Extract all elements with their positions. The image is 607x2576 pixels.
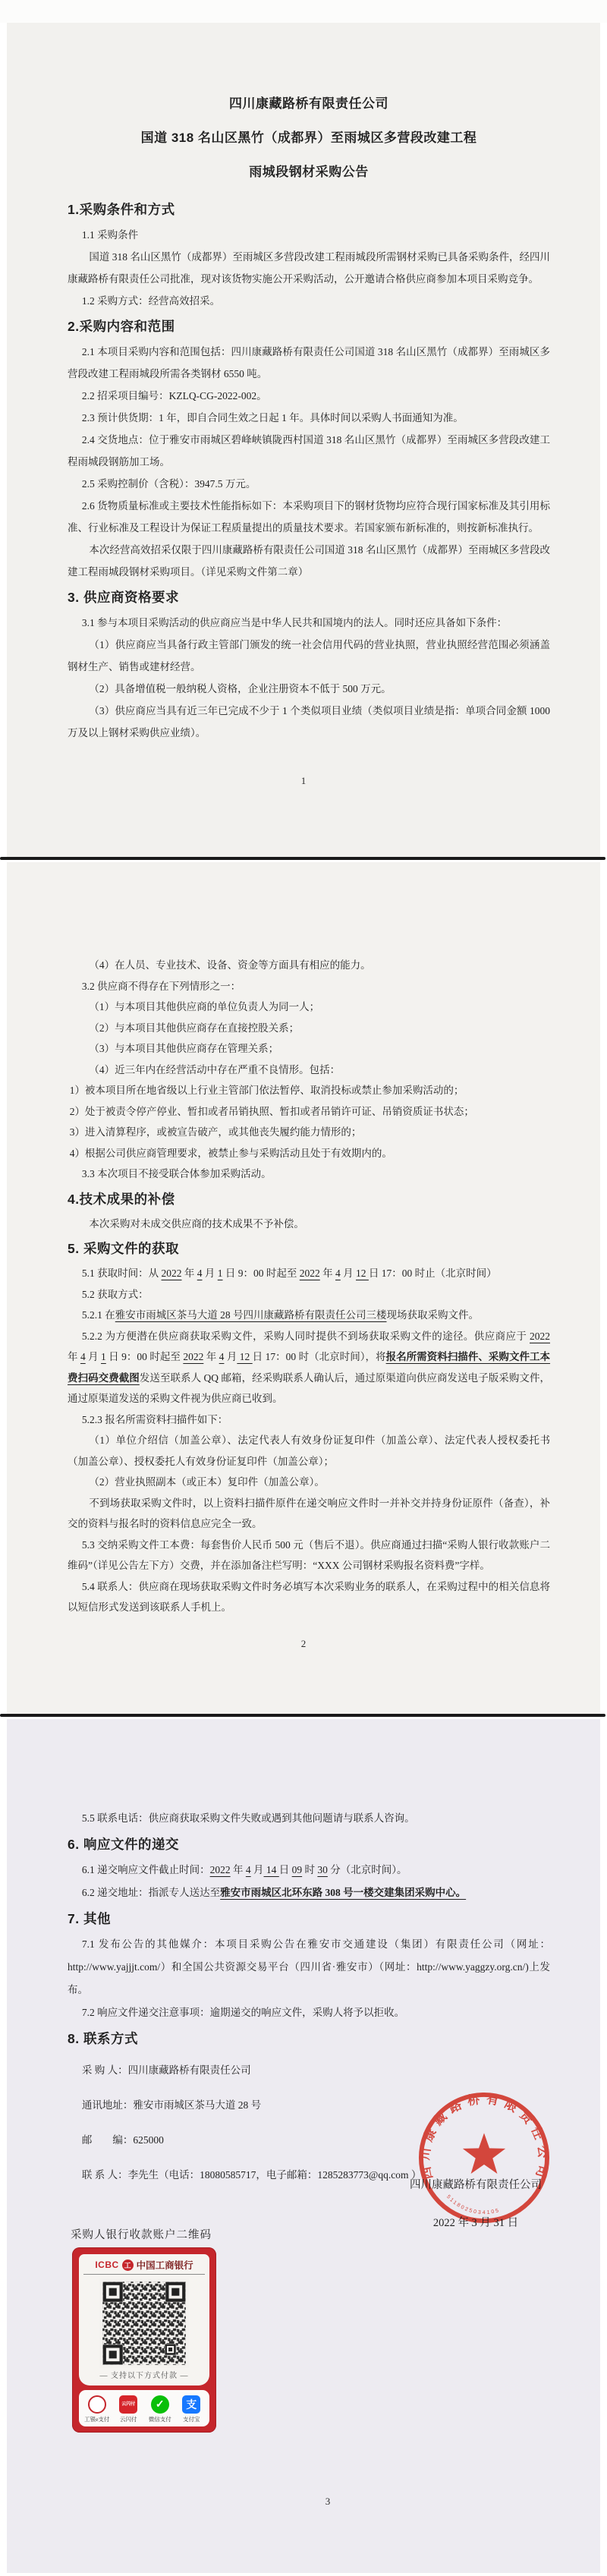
- payment-hint: — 支持以下方式付款 —: [99, 2372, 189, 2380]
- text-span: 5.2.1 在: [81, 1309, 115, 1321]
- section-heading-4: 4.技术成果的补偿: [68, 1191, 175, 1207]
- paragraph-5-2-3-item-1: （1）单位介绍信（加盖公章）、法定代表人有效身份证复印件（加盖公章）、法定代表人授权委托书（加盖公章）、授权委托人有效身份证复印件（加盖公章）；: [68, 1434, 550, 1467]
- underlined-year: 2022: [183, 1351, 204, 1362]
- paragraph-2-5: 2.5 采购控制价（含税）：3947.5 万元。: [81, 478, 256, 490]
- underlined-minute: 30: [317, 1864, 328, 1875]
- text-span: 月: [85, 1351, 102, 1362]
- paragraph-2-6: 2.6 货物质量标准或主要技术性能指标如下：本采购项目下的钢材货物均应符合现行国家标准及其引用标准、行业标准及工程设计为保证工程质量提出的质量技术要求。若国家颁布新标准的，则按新标准执行。: [68, 500, 550, 534]
- paragraph-4-body: 本次采购对未成交供应商的技术成果不予补偿。: [89, 1217, 304, 1230]
- text-span: 日: [278, 1864, 292, 1875]
- text-span: 时: [302, 1864, 318, 1875]
- section-heading-1: 1.采购条件和方式: [68, 202, 175, 217]
- page-number-1: 1: [300, 775, 307, 786]
- section-heading-2: 2.采购内容和范围: [68, 319, 175, 334]
- qr-code: [99, 2278, 189, 2368]
- text-span: 现场获取采购文件。: [386, 1309, 480, 1321]
- qr-card-top-panel: [79, 2254, 209, 2385]
- contact-address: 通讯地址：雅安市雨城区茶马大道 28 号: [81, 2099, 262, 2111]
- qr-finder-top-right: [165, 2282, 186, 2302]
- unionpay-icon: [119, 2395, 137, 2414]
- alipay-icon: [182, 2395, 200, 2414]
- page-divider: [0, 857, 605, 860]
- paragraph-3-2-item-3: （3）与本项目其他供应商存在管理关系；: [89, 1043, 279, 1054]
- underlined-month: 4: [219, 1351, 225, 1362]
- qr-finder-top-left: [102, 2282, 123, 2302]
- icbc-logo-icon: [122, 2260, 134, 2271]
- text-span: 6.2 递交地址：指派专人送达至: [81, 1887, 221, 1898]
- text-span: 年: [181, 1268, 197, 1279]
- section-heading-6: 6. 响应文件的递交: [68, 1837, 179, 1852]
- paragraph-1-1: 1.1 采购条件: [81, 229, 139, 241]
- underlined-year: 2022: [209, 1864, 231, 1875]
- contact-postcode: 邮 编：625000: [81, 2134, 164, 2146]
- text-span: 5.1 获取时间：从: [81, 1268, 162, 1279]
- paragraph-5-2: 5.2 获取方式：: [81, 1288, 149, 1300]
- paragraph-5-2-3-item-2: （2）营业执照副本（或正本）复印件（加盖公章）。: [89, 1476, 325, 1488]
- text-span: 年: [203, 1351, 219, 1362]
- doc-title-line-3: 雨城段钢材采购公告: [249, 165, 369, 179]
- text-span: 月: [202, 1268, 218, 1279]
- bank-name-cn: 中国工商银行: [136, 2260, 193, 2271]
- paragraph-3-1-item-2: （2）具备增值税一般纳税人资格，企业注册资本不低于 500 万元。: [89, 683, 392, 694]
- text-span: 月: [224, 1351, 237, 1362]
- text-span: 日 17：00 时止（北京时间）: [368, 1268, 497, 1279]
- underlined-day: 1: [217, 1268, 223, 1279]
- section-heading-5: 5. 采购文件的获取: [68, 1241, 179, 1256]
- bold-underlined-address: 雅安市雨城区北环东路 308 号一楼交建集团采购中心。: [220, 1887, 467, 1898]
- payment-label: 支付宝: [183, 2416, 200, 2423]
- underlined-month: 4: [80, 1351, 86, 1362]
- text-span: 分（北京时间）。: [327, 1864, 407, 1875]
- paragraph-conditions: 国道 318 名山区黑竹（成都界）至雨城区多营段改建工程雨城段所需钢材采购已具备采购条件，经四川康藏路桥有限责任公司批准，现对该货物实施公开采购活动，公开邀请合格供应商参加本项目采购竞争。: [68, 251, 550, 285]
- paragraph-3-2-item-4: （4）近三年内在经营活动中存在严重不良情形。包括：: [89, 1063, 341, 1075]
- payment-label: 工银e支付: [84, 2416, 110, 2423]
- qr-alignment-mark: [165, 2344, 176, 2355]
- payment-method: [113, 2395, 145, 2423]
- text-span: 日 9：00 时起至: [105, 1351, 184, 1362]
- paragraph-5-2-2: [68, 1326, 550, 1409]
- text-span: 日 17：00 时（北京时间），将: [252, 1351, 386, 1362]
- paragraph-3-2-item-1: （1）与本项目其他供应商的单位负责人为同一人；: [89, 1001, 320, 1012]
- doc-title-line-2: 国道 318 名山区黑竹（成都界）至雨城区多营段改建工程: [140, 131, 477, 145]
- underlined-month: 4: [197, 1268, 203, 1279]
- signature-block: [362, 2174, 590, 2234]
- text-span: 年: [68, 1351, 80, 1362]
- payment-label: 微信支付: [148, 2416, 171, 2423]
- paragraph-5-2-3: 5.2.3 报名所需资料扫描件如下：: [81, 1413, 228, 1425]
- paragraph-3-1-item-3: （3）供应商应当具有近三年已完成不少于 1 个类似项目业绩（类似项目业绩是指：单项合同金额 1000 万及以上钢材采购供应业绩）。: [68, 705, 550, 738]
- bank-qr-card: [72, 2247, 216, 2433]
- paragraph-1-2: 1.2 采购方式：经营高效招采。: [81, 295, 221, 307]
- paragraph-2-3: 2.3 预计供货期：1 年，即自合同生效之日起 1 年。具体时间以采购人书面通知为准。: [81, 412, 464, 424]
- paragraph-badcase-1: 1）被本项目所在地省级以上行业主管部门依法暂停、取消投标或禁止参加采购活动的；: [69, 1085, 464, 1096]
- underlined-month: 4: [335, 1268, 341, 1279]
- paragraph-5-2-3-note: 不到场获取采购文件时，以上资料扫描件原件在递交响应文件时一并补交并持身份证原件（备查），补交的资料与报名时的资料信息应完全一致。: [68, 1497, 550, 1529]
- payment-method: [144, 2395, 176, 2423]
- page-3: [7, 1719, 600, 2573]
- text-span: 日 9：00 时起至: [222, 1268, 300, 1279]
- underlined-year: 2022: [161, 1268, 182, 1279]
- paragraph-badcase-2: 2）处于被责令停产停业、暂扣或者吊销执照、暂扣或者吊销许可证、吊销资质证书状态；: [69, 1105, 474, 1117]
- underlined-day: 12: [356, 1268, 369, 1279]
- paragraph-5-5: 5.5 联系电话：供应商获取采购文件失败或遇到其他问题请与联系人咨询。: [81, 1812, 415, 1824]
- underlined-year: 2022: [299, 1268, 320, 1279]
- paragraph-6-1: [68, 1859, 550, 1882]
- underlined-year: 2022: [530, 1330, 550, 1342]
- text-span: 6.1 递交响应文件截止时间：: [81, 1864, 210, 1875]
- paragraph-2-4: 2.4 交货地点：位于雅安市雨城区碧峰峡镇陇西村国道 318 名山区黑竹（成都界）至雨城区多营段改建工程雨城段钢筋加工场。: [68, 434, 550, 468]
- section-heading-3: 3. 供应商资格要求: [68, 590, 179, 605]
- page-divider: [0, 1714, 605, 1717]
- paragraph-3-2-item-2: （2）与本项目其他供应商存在直接控股关系；: [89, 1022, 300, 1034]
- paragraph-2-1: 2.1 本项目采购内容和范围包括：四川康藏路桥有限责任公司国道 318 名山区黑竹（成都界）至雨城区多营段改建工程雨城段所需各类钢材 6550 吨。: [68, 346, 550, 379]
- section-heading-7: 7. 其他: [68, 1911, 111, 1926]
- icbc-epay-icon: [88, 2395, 106, 2414]
- paragraph-3-1-item-4: （4）在人员、专业技术、设备、资金等方面具有相应的能力。: [89, 959, 371, 971]
- page-number-2: 2: [300, 1638, 307, 1649]
- seal-company-text: 四川康藏路桥有限责任公司: [417, 2091, 551, 2185]
- paragraph-5-3: 5.3 交纳采购文件工本费：每套售价人民币 500 元（售后不退）。供应商通过扫描“采购人银行收款账户二维码”（详见公告左下方）交费，并在添加备注栏写明：“XXX 公司钢材采购报名资料费”字样。: [68, 1538, 550, 1571]
- icbc-epay-glyph: e付: [92, 2401, 102, 2408]
- text-span: 5.2.2 为方便潜在供应商获取采购文件，采购人同时提供不到场获取采购文件的途径。供应商应于: [81, 1330, 530, 1342]
- paragraph-3-1-item-1: （1）供应商应当具备行政主管部门颁发的统一社会信用代码的营业执照，营业执照经营范围必须涵盖钢材生产、销售或建材经营。: [68, 639, 550, 672]
- underlined-month: 4: [245, 1864, 251, 1875]
- text-span: 月: [250, 1864, 264, 1875]
- text-span: 发送至联系人 QQ 邮箱，经采购联系人确认后，通过原渠道向供应商发送电子版采购文件，通过原渠道发送的采购文件视为供应商已收到。: [68, 1371, 550, 1404]
- paragraph-3-2: 3.2 供应商不得存在下列情形之一：: [81, 980, 241, 992]
- text-span: 年: [319, 1268, 336, 1279]
- bold-underlined-requirement: 报名所需资料扫描件、采购文件工本费扫码交费截图: [68, 1351, 551, 1384]
- wechat-check-glyph: ✓: [155, 2398, 165, 2411]
- paragraph-3-3: 3.3 本次项目不接受联合体参加采购活动。: [81, 1168, 272, 1179]
- doc-title: [68, 87, 550, 189]
- underlined-day: 1: [101, 1351, 106, 1362]
- paragraph-2-2: 2.2 招采项目编号：KZLQ-CG-2022-002。: [81, 390, 267, 402]
- underlined-day: 14: [263, 1864, 279, 1875]
- payment-methods-row: [79, 2390, 209, 2426]
- paragraph-5-2-1: [68, 1305, 550, 1326]
- underlined-hour: 09: [291, 1864, 303, 1875]
- alipay-glyph: 支: [186, 2400, 197, 2411]
- section-heading-8: 8. 联系方式: [68, 2031, 138, 2046]
- paragraph-7-2: 7.2 响应文件递交注意事项：逾期递交的响应文件，采购人将予以拒收。: [81, 2007, 405, 2018]
- underlined-day: 12: [237, 1351, 253, 1362]
- underlined-address: 雅安市雨城区茶马大道 28 号四川康藏路桥有限责任公司三楼: [115, 1309, 387, 1321]
- page-2: [7, 862, 600, 1714]
- page-1: [7, 23, 600, 857]
- paragraph-6-2: [68, 1882, 550, 1904]
- page-number-3: 3: [325, 2496, 331, 2507]
- paragraph-7-1: 7.1 发布公告的其他媒介：本项目采购公告在雅安市交通建设（集团）有限责任公司（网址：http://www.yajjjt.com/）和全国公共资源交易平台（四川省·雅安市）（网址：http://www.yaggzy.org.cn/)上发布。: [68, 1938, 550, 1995]
- payment-method: [81, 2395, 113, 2423]
- announcement-date: 2022 年 3 月 31 日: [432, 2217, 519, 2229]
- unionpay-glyph: 云闪付: [121, 2402, 136, 2407]
- wechat-pay-icon: [151, 2395, 169, 2414]
- text-span: 月: [340, 1268, 357, 1279]
- bank-header: [83, 2258, 205, 2275]
- signer-company: 四川康藏路桥有限责任公司: [410, 2179, 542, 2191]
- paragraph-badcase-4: 4）根据公司供应商管理要求，被禁止参与采购活动且处于有效期内的。: [69, 1147, 392, 1159]
- paragraph-scope-note: 本次经营高效招采仅限于四川康藏路桥有限责任公司国道 318 名山区黑竹（成都界）至雨城区多营段改建工程雨城段钢材采购项目。（详见采购文件第二章）: [68, 544, 550, 578]
- bank-name-en: ICBC: [95, 2260, 119, 2270]
- paragraph-badcase-3: 3）进入清算程序，或被宣告破产，或其他丧失履约能力情形的；: [69, 1126, 362, 1138]
- viewer-background: [0, 0, 607, 23]
- payment-method: [176, 2395, 208, 2423]
- payment-label: 云闪付: [120, 2416, 137, 2423]
- paragraph-5-4: 5.4 联系人：供应商在现场获取采购文件时务必填写本次采购业务的联系人，在采购过程中的相关信息将以短信形式发送到该联系人手机上。: [68, 1580, 550, 1613]
- contact-purchaser: 采 购 人：四川康藏路桥有限责任公司: [81, 2064, 251, 2076]
- contact-person: 联 系 人：李先生（电话：18080585717，电子邮箱：1285283773@qq.com ）: [81, 2169, 422, 2181]
- seal-serial-text: 5118025034105: [445, 2193, 502, 2216]
- qr-finder-bottom-left: [102, 2345, 123, 2365]
- star-icon: [463, 2133, 505, 2174]
- paragraph-3-1: 3.1 参与本项目采购活动的供应商应当是中华人民共和国境内的法人。同时还应具备如下条件：: [81, 617, 508, 628]
- paragraph-5-1: [68, 1263, 550, 1284]
- icbc-logo-glyph: 工: [124, 2261, 131, 2269]
- doc-title-line-1: 四川康藏路桥有限责任公司: [229, 96, 388, 111]
- text-span: 年: [230, 1864, 246, 1875]
- qr-card-label: 采购人银行收款账户二维码: [71, 2229, 212, 2241]
